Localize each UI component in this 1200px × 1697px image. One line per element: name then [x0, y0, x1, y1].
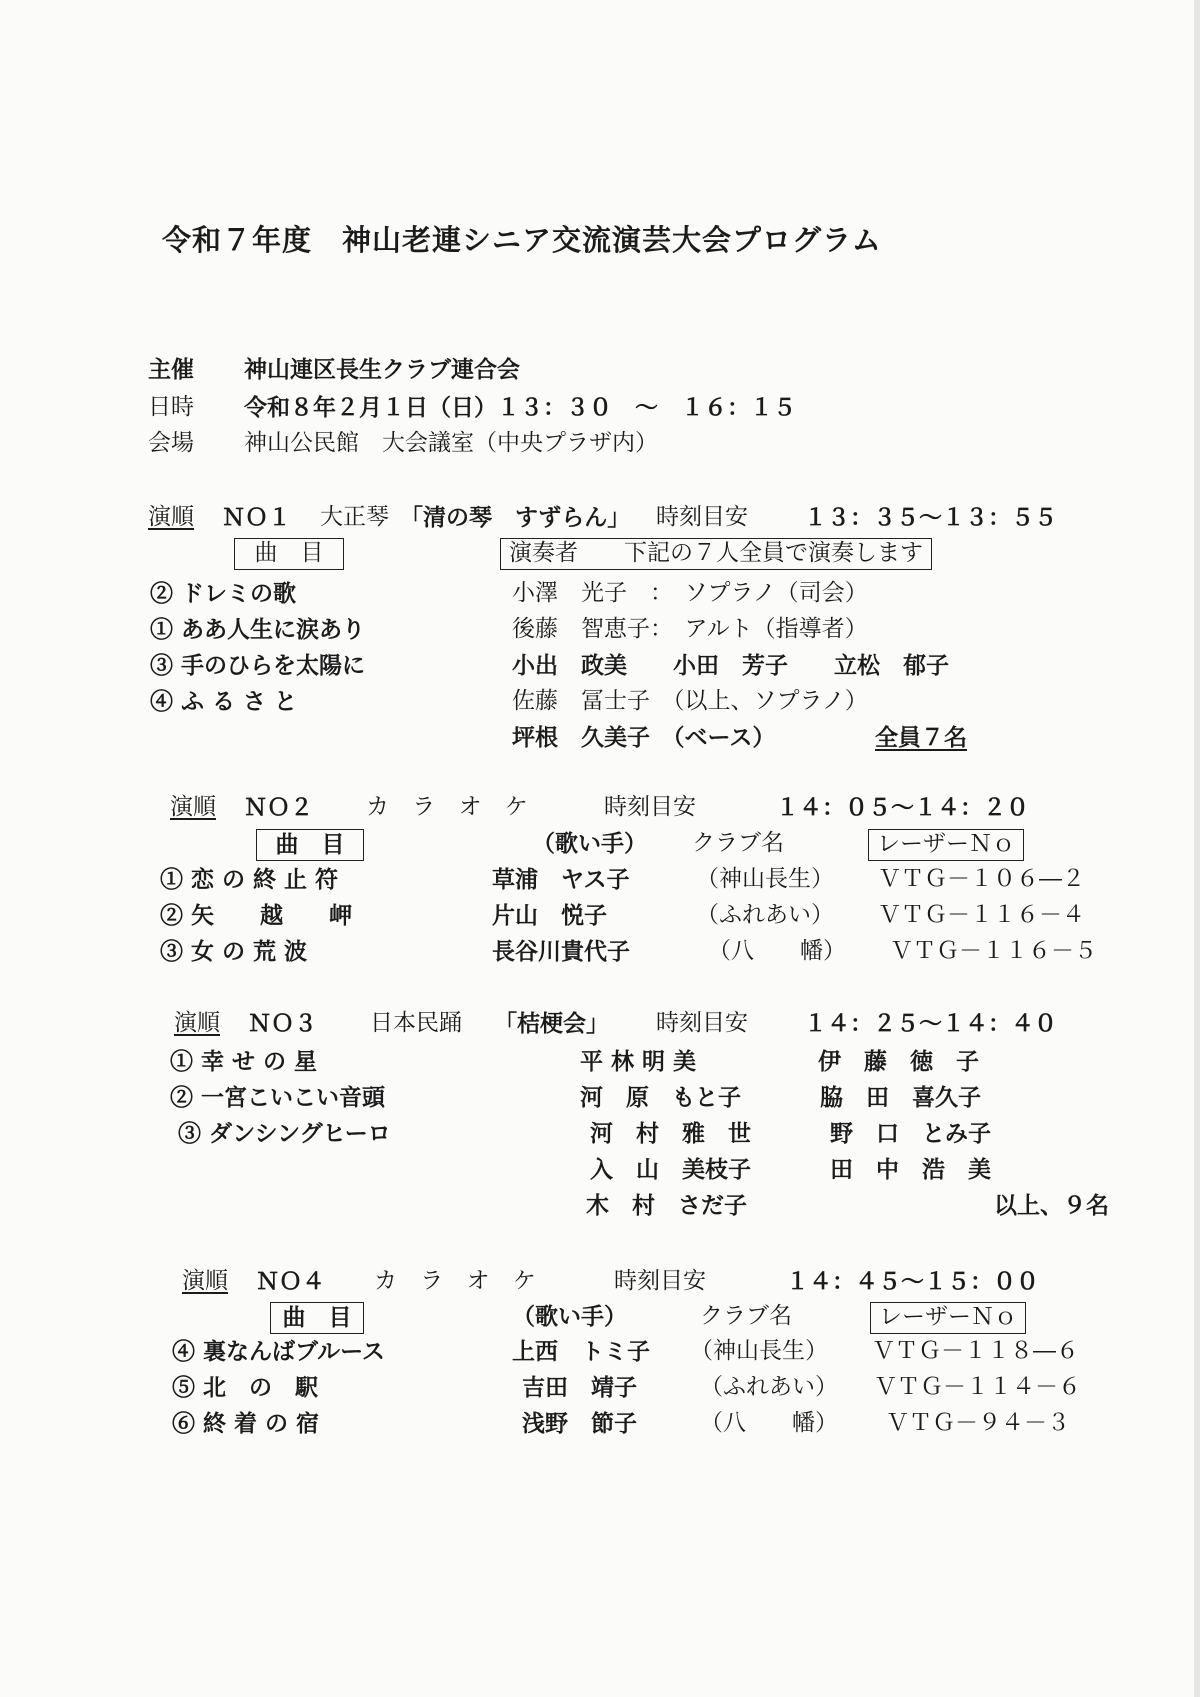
- no3-order-label: 演順: [174, 1010, 220, 1036]
- no4-row-3-club: （八 幡）: [700, 1410, 838, 1436]
- no3-song-1: ① 幸 せ の 星: [170, 1048, 318, 1075]
- no3-song-3: ③ ダンシングヒーロ: [178, 1120, 391, 1147]
- no4-genre: カ ラ オ ケ: [374, 1268, 544, 1294]
- no1-performer-1: 小澤 光子 ： ソプラノ（司会）: [512, 580, 868, 606]
- no2-order-label: 演順: [170, 794, 216, 820]
- no3-genre: 日本民踊: [370, 1010, 462, 1036]
- page-title: 令和７年度 神山老連シニア交流演芸大会プログラム: [162, 223, 882, 257]
- no2-row-2-singer: 片山 悦子: [492, 902, 607, 929]
- no3-dancer-left-4: 入 山 美枝子: [590, 1156, 751, 1183]
- date-label: 日時: [148, 394, 194, 420]
- no2-genre: カ ラ オ ケ: [366, 794, 536, 820]
- no3-time-label: 時刻目安: [656, 1010, 748, 1036]
- organizer-label: 主催: [148, 356, 194, 383]
- no2-row-2-laser: ＶＴＧ－１１６－４: [878, 902, 1085, 928]
- no4-laser-header: レーザーＮｏ: [870, 1302, 1026, 1334]
- venue-label: 会場: [148, 430, 194, 456]
- no2-row-2-club: （ふれあい）: [696, 902, 834, 928]
- no1-performer-4: 佐藤 冨士子 （以上、ソプラノ）: [512, 688, 868, 714]
- no4-number: ＮＯ４: [256, 1268, 325, 1295]
- no4-club-header: クラブ名: [700, 1303, 792, 1329]
- no2-row-3-singer: 長谷川貴代子: [492, 938, 630, 965]
- no1-performer-2: 後藤 智恵子： アルト（指導者）: [512, 616, 868, 642]
- no4-row-1-laser: ＶＴＧ－１１８―６: [872, 1338, 1079, 1364]
- no4-row-2-song: ⑤ 北 の 駅: [172, 1374, 319, 1401]
- no3-dancer-right-4: 田 中 浩 美: [830, 1156, 991, 1183]
- no4-time: １４：４５～１５：００: [786, 1268, 1039, 1295]
- no1-genre: 大正琴: [320, 504, 389, 530]
- no4-singer-header: （歌い手）: [512, 1303, 627, 1330]
- no1-performer-3: 小出 政美 小田 芳子 立松 郁子: [512, 652, 949, 679]
- no3-dancer-left-5: 木 村 さだ子: [586, 1192, 747, 1219]
- no2-singer-header: （歌い手）: [532, 830, 647, 857]
- no4-time-label: 時刻目安: [614, 1268, 706, 1294]
- no2-row-3-club: （八 幡）: [708, 938, 846, 964]
- no4-row-1-singer: 上西 トミ子: [512, 1338, 650, 1365]
- no2-row-2-song: ② 矢 越 岬: [160, 902, 353, 929]
- no1-songs-header: 曲 目: [234, 538, 344, 570]
- no4-row-2-club: （ふれあい）: [700, 1374, 838, 1400]
- organizer-value: 神山連区長生クラブ連合会: [244, 356, 520, 383]
- no2-row-1-laser: ＶＴＧ－１０６―２: [878, 866, 1085, 892]
- no2-songs-header: 曲 目: [256, 829, 364, 861]
- no1-song-4: ④ ふ る さ と: [150, 688, 298, 715]
- no2-time: １４：０５～１４：２０: [776, 794, 1029, 821]
- no3-dancer-right-2: 脇 田 喜久子: [820, 1084, 981, 1111]
- no4-order-label: 演順: [182, 1268, 228, 1294]
- no3-dancer-right-1: 伊 藤 徳 子: [818, 1048, 979, 1075]
- no3-dancer-left-2: 河 原 もと子: [580, 1084, 741, 1111]
- no3-song-2: ② 一宮こいこい音頭: [170, 1084, 386, 1111]
- no4-row-1-song: ④ 裏なんばブルース: [172, 1338, 385, 1365]
- no1-song-3: ③ 手のひらを太陽に: [150, 652, 366, 679]
- no4-row-1-club: （神山長生）: [690, 1338, 828, 1364]
- no4-row-3-song: ⑥ 終 着 の 宿: [172, 1410, 320, 1437]
- no2-time-label: 時刻目安: [604, 794, 696, 820]
- no2-laser-header: レーザーＮｏ: [868, 829, 1024, 861]
- no3-time: １４：２５～１４：４０: [804, 1010, 1057, 1037]
- no4-row-3-singer: 浅野 節子: [522, 1410, 637, 1437]
- no4-row-3-laser: ＶＴＧ－９４－３: [886, 1410, 1070, 1436]
- no1-group: 「清の琴 すずらん」: [400, 504, 631, 531]
- date-value: 令和８年２月１日（日）１３：３０ ～ １６：１５: [244, 394, 796, 421]
- no4-songs-header: 曲 目: [270, 1302, 364, 1334]
- no1-total: 全員７名: [875, 724, 967, 751]
- no3-dancer-left-1: 平 林 明 美: [580, 1048, 697, 1075]
- no4-row-2-laser: ＶＴＧ－１１４－６: [874, 1374, 1081, 1400]
- no1-number: ＮＯ１: [222, 504, 291, 531]
- no2-club-header: クラブ名: [692, 830, 784, 856]
- no1-song-1: ② ドレミの歌: [150, 580, 297, 607]
- no1-order-label: 演順: [148, 504, 194, 530]
- no2-row-1-song: ① 恋 の 終 止 符: [160, 866, 339, 893]
- no4-row-2-singer: 吉田 靖子: [522, 1374, 637, 1401]
- no2-row-1-singer: 草浦 ヤス子: [492, 866, 630, 893]
- no1-performer-5: 坪根 久美子 （ベース）: [512, 724, 776, 751]
- no2-row-1-club: （神山長生）: [696, 866, 834, 892]
- no2-row-3-laser: ＶＴＧ－１１６－５: [890, 938, 1097, 964]
- no1-song-2: ① ああ人生に涙あり: [150, 616, 366, 643]
- no3-number: ＮＯ３: [248, 1010, 317, 1037]
- venue-value: 神山公民館 大会議室（中央プラザ内）: [244, 430, 658, 456]
- no1-time-label: 時刻目安: [656, 504, 748, 530]
- no3-dancer-right-3: 野 口 とみ子: [830, 1120, 991, 1147]
- paper-edge-shadow: [1194, 0, 1200, 1697]
- no2-row-3-song: ③ 女 の 荒 波: [160, 938, 308, 965]
- no1-performers-header: 演奏者 下記の７人全員で演奏します: [500, 538, 932, 570]
- no3-group: 「桔梗会」: [494, 1010, 609, 1037]
- no1-time: １３：３５～１３：５５: [804, 504, 1057, 531]
- no3-dancer-left-3: 河 村 雅 世: [590, 1120, 751, 1147]
- no3-total: 以上、９名: [994, 1192, 1109, 1219]
- no2-number: ＮＯ２: [244, 794, 313, 821]
